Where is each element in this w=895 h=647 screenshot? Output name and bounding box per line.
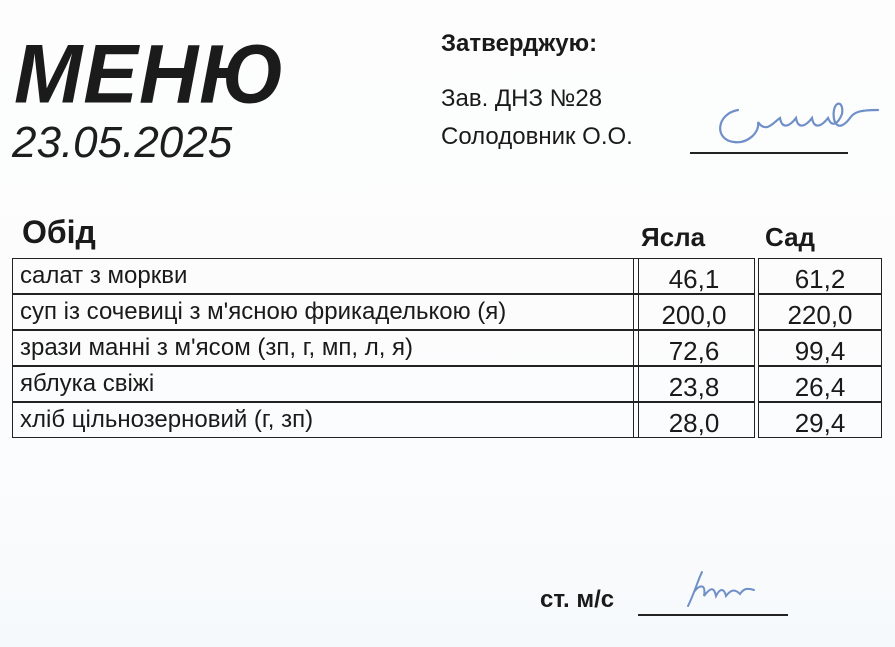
column-header-sad: Сад	[765, 222, 816, 252]
nurse-signature	[682, 566, 782, 616]
meal-title: Обід	[22, 214, 96, 250]
nurse-signature-line	[638, 614, 788, 616]
sad-portion: 99,4	[758, 330, 882, 366]
menu-date: 23.05.2025	[12, 118, 233, 167]
sad-portion: 26,4	[758, 366, 882, 402]
yasla-portion: 28,0	[633, 402, 755, 438]
dish-name: яблука свіжі	[12, 366, 639, 402]
dish-name: зрази манні з м'ясом (зп, г, мп, л, я)	[12, 330, 639, 366]
approval-position: Зав. ДНЗ №28	[441, 85, 603, 112]
sad-portion: 29,4	[758, 402, 882, 438]
yasla-portion: 200,0	[633, 294, 755, 330]
head-signature	[708, 92, 888, 152]
table-row	[12, 330, 884, 366]
yasla-portion: 46,1	[633, 258, 755, 294]
table-row	[12, 366, 884, 402]
sad-portion: 220,0	[758, 294, 882, 330]
dish-name: суп із сочевиці з м'ясною фрикаделькою (я)	[12, 294, 639, 330]
approval-heading: Затверджую:	[441, 30, 598, 57]
signature-line	[690, 152, 848, 154]
page-title: МЕНЮ	[14, 28, 286, 121]
table-row	[12, 402, 884, 438]
yasla-portion: 72,6	[633, 330, 755, 366]
nurse-label: ст. м/с	[540, 586, 615, 613]
approval-block	[441, 30, 633, 156]
sad-portion: 61,2	[758, 258, 882, 294]
table-row	[12, 294, 884, 330]
yasla-portion: 23,8	[633, 366, 755, 402]
menu-table	[12, 258, 884, 438]
table-row	[12, 258, 884, 294]
dish-name: салат з моркви	[12, 258, 639, 294]
approval-name: Солодовник О.О.	[441, 123, 633, 150]
column-header-yasla: Ясла	[641, 222, 706, 252]
dish-name: хліб цільнозерновий (г, зп)	[12, 402, 639, 438]
